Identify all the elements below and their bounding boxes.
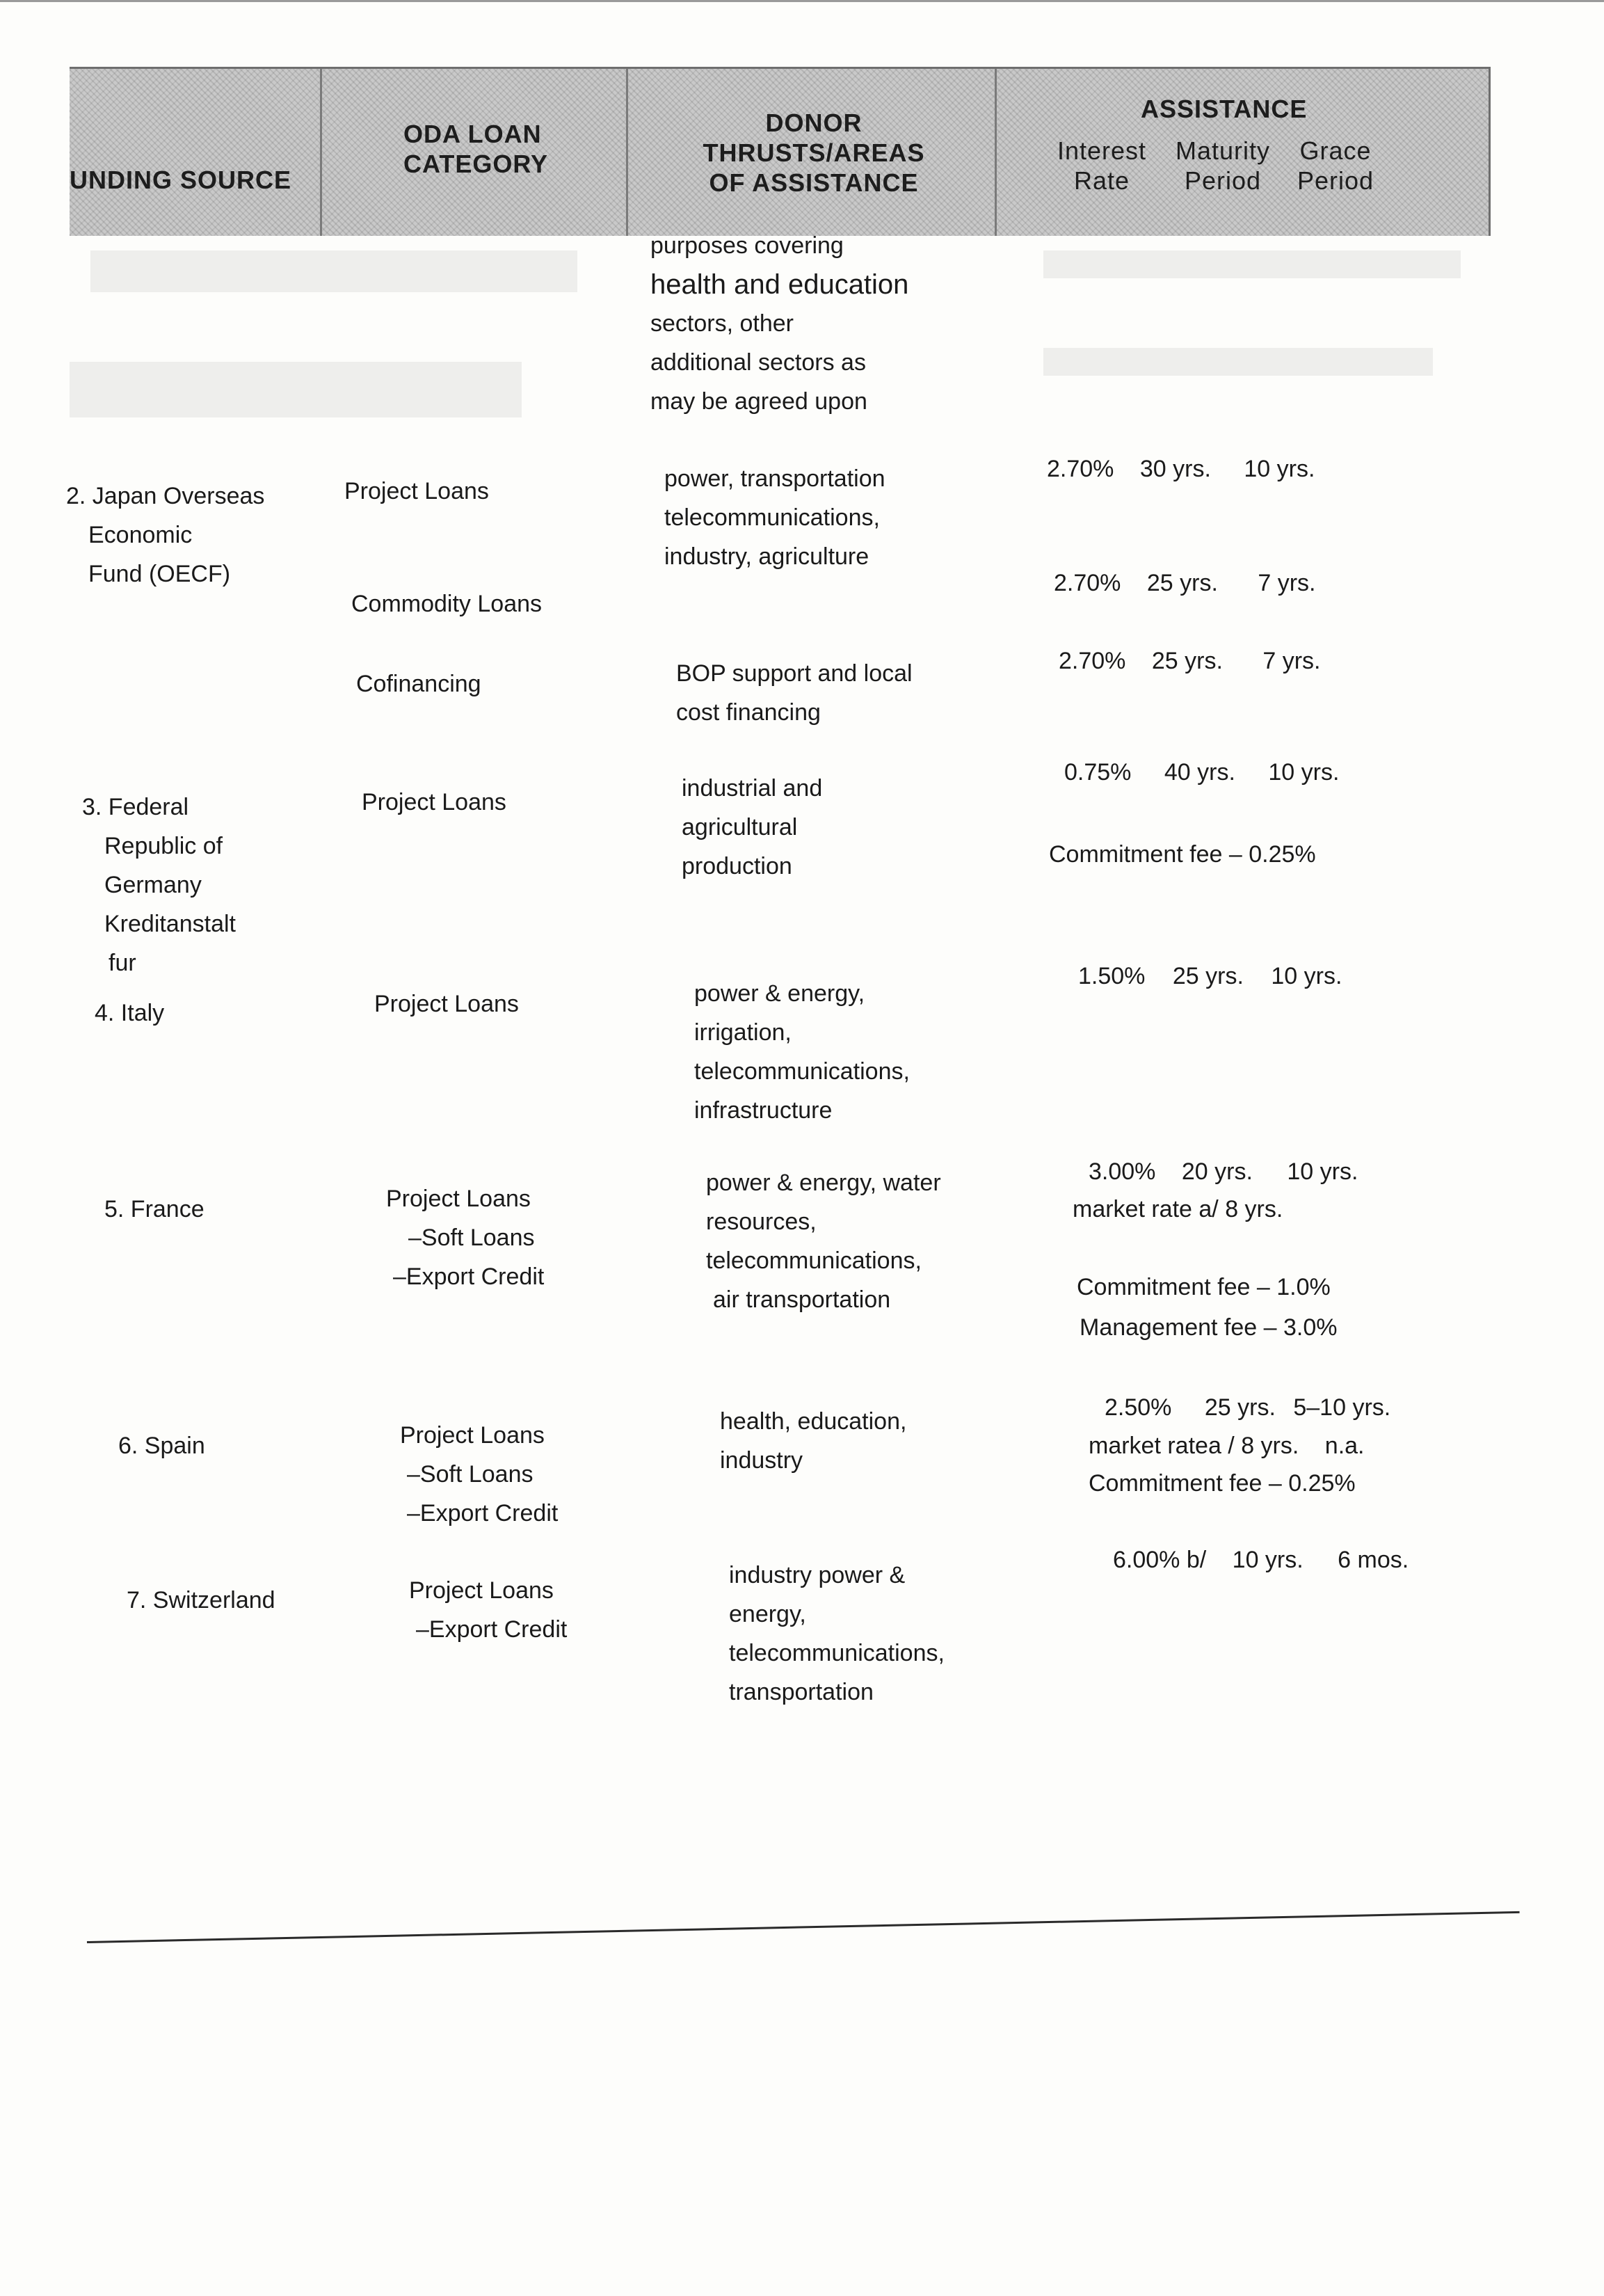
japan-terms-project: 2.70% 30 yrs. 10 yrs. [1047, 456, 1315, 482]
header-interest-rate: Interest Rate [1057, 136, 1147, 196]
switzerland-areas: industry power & energy, telecommunications, transportation [729, 1562, 945, 1705]
france-source: 5. France [104, 1196, 204, 1222]
switzerland-category: Project Loans –Export Credit [409, 1577, 568, 1643]
italy-source: 4. Italy [95, 1000, 165, 1026]
spain-terms: 2.50% 25 yrs. 5–10 yrs. [1105, 1394, 1391, 1421]
continuation-text: purposes covering health and education sectors, other additional sectors as may be agreed upon [650, 232, 909, 415]
japan-category-cofinancing: Cofinancing [356, 671, 481, 697]
japan-areas-cofinancing: BOP support and local cost financing [676, 660, 913, 726]
spain-market-rate: market ratea / 8 yrs. n.a. [1089, 1433, 1365, 1459]
france-terms: 3.00% 20 yrs. 10 yrs. [1089, 1158, 1358, 1185]
spain-areas: health, education, industry [720, 1408, 907, 1474]
header-maturity-period: Maturity Period [1176, 136, 1271, 196]
japan-source: 2. Japan Overseas Economic Fund (OECF) [66, 483, 265, 587]
header-funding-source: UNDING SOURCE [70, 166, 292, 194]
scan-noise [1043, 250, 1461, 278]
spain-category: Project Loans –Soft Loans –Export Credit [400, 1422, 559, 1526]
header-divider [320, 69, 322, 236]
table-header [70, 67, 1491, 236]
japan-category-commodity: Commodity Loans [351, 591, 543, 617]
switzerland-terms: 6.00% b/ 10 yrs. 6 mos. [1113, 1547, 1409, 1573]
header-donor-thrusts: DONOR THRUSTS/AREAS OF ASSISTANCE [703, 109, 925, 198]
scan-noise [1043, 348, 1433, 376]
france-management-fee: Management fee – 3.0% [1080, 1314, 1338, 1341]
japan-terms-cofinancing: 2.70% 25 yrs. 7 yrs. [1059, 648, 1321, 674]
italy-areas: power & energy, irrigation, telecommunications, infrastructure [694, 980, 910, 1124]
page-top-border [0, 0, 1604, 2]
spain-commitment-fee: Commitment fee – 0.25% [1089, 1470, 1356, 1497]
japan-areas-project: power, transportation telecommunications, industry, agriculture [664, 465, 885, 570]
header-divider [626, 69, 628, 236]
germany-areas: industrial and agricultural production [682, 775, 823, 879]
germany-fee: Commitment fee – 0.25% [1049, 841, 1316, 868]
switzerland-source: 7. Switzerland [127, 1587, 275, 1613]
france-market-rate: market rate a/ 8 yrs. [1073, 1196, 1283, 1222]
france-commitment-fee: Commitment fee – 1.0% [1077, 1274, 1331, 1300]
header-oda-loan-category: ODA LOAN CATEGORY [403, 120, 549, 179]
italy-category: Project Loans [374, 991, 519, 1017]
header-assistance: ASSISTANCE [1141, 95, 1308, 123]
germany-category: Project Loans [362, 789, 506, 815]
scan-noise [90, 250, 577, 292]
france-category: Project Loans –Soft Loans –Export Credit [386, 1186, 545, 1290]
spain-source: 6. Spain [118, 1433, 205, 1459]
table-bottom-rule [87, 1911, 1520, 1943]
header-divider [995, 69, 997, 236]
japan-terms-commodity: 2.70% 25 yrs. 7 yrs. [1054, 570, 1316, 596]
header-grace-period: Grace Period [1297, 136, 1374, 196]
germany-terms: 0.75% 40 yrs. 10 yrs. [1064, 759, 1340, 786]
japan-category-project: Project Loans [344, 478, 489, 504]
germany-source: 3. Federal Republic of Germany Kreditanstalt fur [82, 794, 236, 976]
italy-terms: 1.50% 25 yrs. 10 yrs. [1078, 963, 1342, 989]
france-areas: power & energy, water resources, telecommunications, air transportation [706, 1170, 941, 1313]
scan-noise [70, 362, 522, 417]
